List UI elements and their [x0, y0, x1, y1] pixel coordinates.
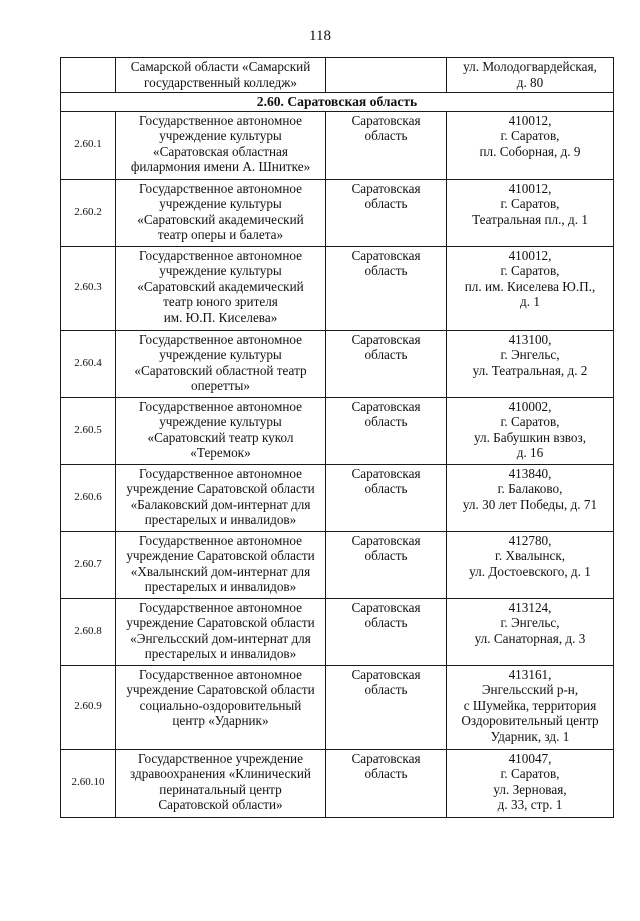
cell-line: Саратовская [351, 599, 421, 615]
cell-line: Государственное автономное [139, 331, 302, 347]
cell-line: престарелых и инвалидов» [144, 579, 297, 595]
cell-line: учреждение культуры [159, 347, 282, 363]
region [326, 330, 447, 397]
cell-line: учреждение культуры [159, 128, 282, 144]
cell-line: г. Саратов, [500, 766, 560, 782]
cell-line: Саратовской области» [158, 797, 283, 813]
cell-line: г. Саратов, [500, 414, 560, 430]
cell-line: учреждение культуры [159, 414, 282, 430]
cell-line: учреждение Саратовской области [126, 481, 315, 497]
cell-line: Саратовская [351, 465, 421, 481]
institution-name [116, 330, 326, 397]
cell-line: учреждение Саратовской области [126, 548, 315, 564]
cell-line: учреждение Саратовской области [126, 682, 315, 698]
institution-name [116, 111, 326, 179]
cell-line: Саратовская [351, 398, 421, 414]
cell-line: Государственное автономное [139, 398, 302, 414]
cell-line: Государственное автономное [139, 666, 302, 682]
address [447, 179, 614, 246]
row-number: 2.60.6 [61, 464, 116, 531]
cell-line: 413840, [508, 465, 552, 481]
cell-line: 410012, [508, 247, 552, 263]
table-row [61, 111, 614, 179]
address [447, 464, 614, 531]
cell-line: ул. Достоевского, д. 1 [469, 563, 591, 579]
cell-line: «Саратовская областная [153, 143, 288, 159]
table-row [61, 531, 614, 598]
institution-name [116, 246, 326, 330]
cell-line: Государственное автономное [139, 180, 302, 196]
cell-line: «Теремок» [190, 445, 251, 461]
row-number: 2.60.4 [61, 330, 116, 397]
cell-line: 410047, [508, 750, 552, 766]
cell-line: Саратовская [351, 750, 421, 766]
cell-line: область [364, 128, 408, 144]
table-row [61, 179, 614, 246]
address [447, 58, 614, 93]
table-row [61, 749, 614, 817]
row-number: 2.60.9 [61, 665, 116, 749]
cell-line: Энгельсский р-н, [481, 682, 579, 698]
cell-line: г. Хвалынск, [494, 548, 566, 564]
cell-line: им. Ю.П. Киселева» [163, 309, 278, 325]
institutions-table [60, 57, 614, 818]
cell-line: 410012, [508, 180, 552, 196]
cell-line: «Хвалынский дом-интернат для [130, 563, 311, 579]
section-title: 2.60. Саратовская область [61, 93, 614, 112]
row-number: 2.60.8 [61, 598, 116, 665]
cell-line: область [364, 414, 408, 430]
address [447, 531, 614, 598]
address [447, 111, 614, 179]
cell-line: Саратовская [351, 112, 421, 128]
cell-line: ул. Бабушкин взвоз, [473, 429, 587, 445]
cell-line: престарелых и инвалидов» [144, 512, 297, 528]
cell-line: 413161, [508, 666, 552, 682]
region [326, 397, 447, 464]
cell-line: «Энгельсский дом-интернат для [130, 630, 311, 646]
cell-line: ул. Зерновая, [493, 781, 567, 797]
address [447, 598, 614, 665]
cell-line: ул. 30 лет Победы, д. 71 [462, 496, 598, 512]
cell-line: «Саратовский областной театр [134, 362, 307, 378]
institution-name [116, 598, 326, 665]
cell-line: ул. Санаторная, д. 3 [474, 630, 586, 646]
cell-line: Государственное автономное [139, 599, 302, 615]
cell-line: Государственное автономное [139, 532, 302, 548]
cell-line: Самарской области «Самарский [130, 59, 311, 74]
cell-line: область [364, 347, 408, 363]
region [326, 111, 447, 179]
row-number: 2.60.10 [61, 749, 116, 817]
cell-line: область [364, 548, 408, 564]
cell-line: г. Энгельс, [500, 615, 560, 631]
row-number: 2.60.2 [61, 179, 116, 246]
row-number: 2.60.3 [61, 246, 116, 330]
institution-name [116, 531, 326, 598]
cell-line: центр «Ударник» [172, 713, 269, 729]
table-row [61, 397, 614, 464]
cell-line: 413100, [508, 331, 552, 347]
cell-line: учреждение Саратовской области [126, 615, 315, 631]
cell-line: государственный колледж» [144, 74, 297, 90]
cell-line: Саратовская [351, 247, 421, 263]
cell-line: Государственное учреждение [138, 750, 303, 766]
cell-line: здравоохранения «Клинический [130, 766, 311, 782]
cell-line: 413124, [508, 599, 552, 615]
cell-line: г. Саратов, [500, 263, 560, 279]
cell-line: оперетты» [191, 378, 250, 394]
table-row [61, 330, 614, 397]
cell-line: Саратовская [351, 666, 421, 682]
cell-line: ул. Молодогвардейская, [463, 59, 597, 74]
cell-line: «Саратовский театр кукол [147, 429, 294, 445]
cell-line: д. 1 [520, 294, 540, 310]
institution-name [116, 397, 326, 464]
table-row [61, 598, 614, 665]
cell-line: учреждение культуры [159, 196, 282, 212]
cell-line: театр оперы и балета» [157, 227, 284, 243]
cell-line: пл. им. Киселева Ю.П., [464, 278, 596, 294]
cell-line: «Саратовский академический [137, 211, 304, 227]
address [447, 749, 614, 817]
address [447, 330, 614, 397]
cell-line: 412780, [508, 532, 552, 548]
cell-line: область [364, 481, 408, 497]
cell-line: область [364, 766, 408, 782]
address [447, 246, 614, 330]
page-number: 118 [309, 28, 331, 44]
region [326, 665, 447, 749]
continued-row [61, 58, 614, 93]
cell-line: Театральная пл., д. 1 [472, 211, 588, 227]
cell-line: пл. Соборная, д. 9 [479, 143, 581, 159]
cell-line: Государственное автономное [139, 465, 302, 481]
cell-line: учреждение культуры [159, 263, 282, 279]
cell-line: перинатальный центр [159, 781, 282, 797]
cell-line: Государственное автономное [139, 247, 302, 263]
table-row [61, 665, 614, 749]
cell-line: г. Саратов, [500, 128, 560, 144]
region [326, 531, 447, 598]
region [326, 179, 447, 246]
cell-line: «Саратовский академический [137, 278, 304, 294]
cell-line: Саратовская [351, 180, 421, 196]
institution-name [116, 749, 326, 817]
row-number: 2.60.1 [61, 111, 116, 179]
cell-line: г. Саратов, [500, 196, 560, 212]
cell-line: область [364, 682, 408, 698]
cell-line: «Балаковский дом-интернат для [130, 496, 311, 512]
address [447, 665, 614, 749]
table-row [61, 246, 614, 330]
row-number: 2.60.7 [61, 531, 116, 598]
cell-line: 410002, [508, 398, 552, 414]
cell-line: с Шумейка, территория [463, 697, 597, 713]
cell-line: г. Балаково, [497, 481, 563, 497]
cell-line: Государственное автономное [139, 112, 302, 128]
institution-name [116, 179, 326, 246]
institution-name [116, 58, 326, 93]
institution-name [116, 665, 326, 749]
cell-line: область [364, 196, 408, 212]
region [326, 749, 447, 817]
cell-line: Оздоровительный центр [461, 713, 599, 729]
cell-line: г. Энгельс, [500, 347, 560, 363]
cell-line: 410012, [508, 112, 552, 128]
table-row [61, 464, 614, 531]
address [447, 397, 614, 464]
table-body [61, 58, 614, 818]
cell-line: социально-оздоровительный [139, 697, 302, 713]
region [326, 58, 447, 93]
cell-line: Ударник, зд. 1 [490, 728, 570, 744]
cell-line: Саратовская [351, 532, 421, 548]
cell-line: филармония имени А. Шнитке» [130, 159, 311, 175]
cell-line: театр юного зрителя [163, 294, 278, 310]
cell-line: д. 16 [516, 445, 544, 461]
section-header-row [61, 93, 614, 112]
cell-line: д. 33, стр. 1 [497, 797, 563, 813]
row-number: 2.60.5 [61, 397, 116, 464]
cell-line: д. 80 [516, 74, 544, 90]
cell-line: область [364, 263, 408, 279]
region [326, 598, 447, 665]
cell-line: область [364, 615, 408, 631]
cell-line: Саратовская [351, 331, 421, 347]
cell-line: ул. Театральная, д. 2 [472, 362, 588, 378]
cell-line: престарелых и инвалидов» [144, 646, 297, 662]
row-number [61, 58, 116, 93]
region [326, 464, 447, 531]
institution-name [116, 464, 326, 531]
region [326, 246, 447, 330]
